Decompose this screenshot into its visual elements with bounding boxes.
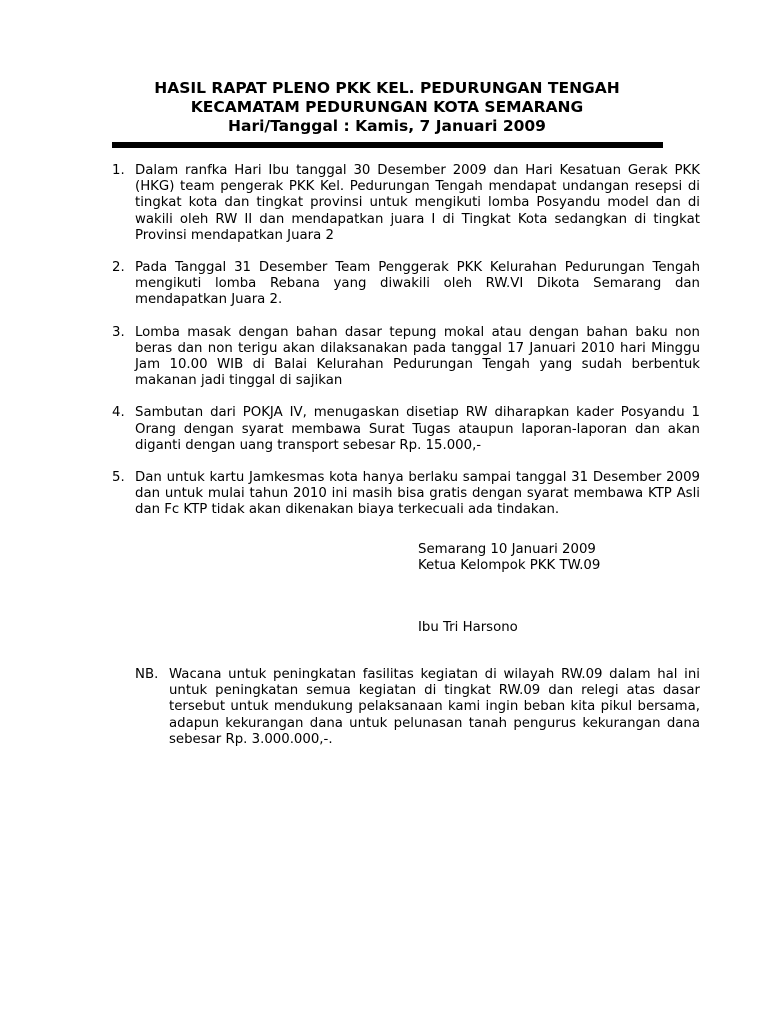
list-item <box>112 405 700 454</box>
list-item-number: 1. <box>112 163 125 178</box>
list-item <box>112 325 700 390</box>
document-header <box>110 79 664 136</box>
header-divider <box>112 142 663 148</box>
header-subtitle: KECAMATAM PEDURUNGAN KOTA SEMARANG <box>190 98 584 116</box>
list-item <box>112 470 700 519</box>
signature-position: Ketua Kelompok PKK TW.09 <box>418 558 601 574</box>
note-text: Wacana untuk peningkatan fasilitas kegiatan di wilayah RW.09 dalam hal ini untuk peningkatan semua kegiatan di tingkat RW.09 dan relegi atas dasar tersebut untuk mendukung pelaksanaan kami ingin beban kita pikul bersama, adapun kekurangan dana untuk pelunasan tanah pengurus kekurangan dana sebesar Rp. 3.000.000,-. <box>169 667 700 747</box>
signature-block <box>418 542 600 574</box>
header-date: Hari/Tanggal : Kamis, 7 Januari 2009 <box>228 117 546 135</box>
list-item-number: 2. <box>112 260 125 276</box>
header-title: HASIL RAPAT PLENO PKK KEL. PEDURUNGAN TENGAH <box>154 79 620 97</box>
list-item-text: Sambutan dari POKJA IV, menugaskan disetiap RW diharapkan kader Posyandu 1 Orang dengan syarat membawa Surat Tugas ataupun laporan-laporan dan akan diganti dengan uang transport sebesar Rp. 15.000,- <box>135 405 700 453</box>
note-label: NB. <box>135 667 159 682</box>
signature-place-date: Semarang 10 Januari 2009 <box>418 542 596 557</box>
list-item-text: Dan untuk kartu Jamkesmas kota hanya berlaku sampai tanggal 31 Desember 2009 dan untuk mulai tahun 2010 ini masih bisa gratis dengan syarat membawa KTP Asli dan Fc KTP tidak akan dikenakan biaya terkecuali ada tindakan. <box>135 470 700 518</box>
list-item-text: Dalam ranfka Hari Ibu tanggal 30 Desember 2009 dan Hari Kesatuan Gerak PKK (HKG) team pengerak PKK Kel. Pedurungan Tengah mendapat undangan resepsi di tingkat kota dan tingkat provinsi untuk mengikuti lomba Posyandu model dan di wakili oleh RW II dan mendapatkan juara I di Tingkat Kota sedangkan di tingkat Provinsi mendapatkan Juara 2 <box>135 163 700 243</box>
agenda-list <box>112 163 700 535</box>
note-block <box>135 667 700 748</box>
list-item-number: 4. <box>112 405 125 421</box>
list-item <box>112 260 700 309</box>
list-item-text: Lomba masak dengan bahan dasar tepung mokal atau dengan bahan baku non beras dan non terigu akan dilaksanakan pada tanggal 17 Januari 2010 hari Minggu Jam 10.00 WIB di Balai Kelurahan Pedurungan Tengah yang sudah berbentuk makanan jadi tinggal di sajikan <box>135 324 700 389</box>
list-item <box>112 163 700 244</box>
list-item-number: 5. <box>112 470 125 486</box>
list-item-number: 3. <box>112 324 125 340</box>
list-item-text: Pada Tanggal 31 Desember Team Penggerak PKK Kelurahan Pedurungan Tengah mengikuti lomba Rebana yang diwakili oleh RW.VI Dikota Semarang dan mendapatkan Juara 2. <box>135 260 700 308</box>
signatory-name: Ibu Tri Harsono <box>418 620 518 635</box>
